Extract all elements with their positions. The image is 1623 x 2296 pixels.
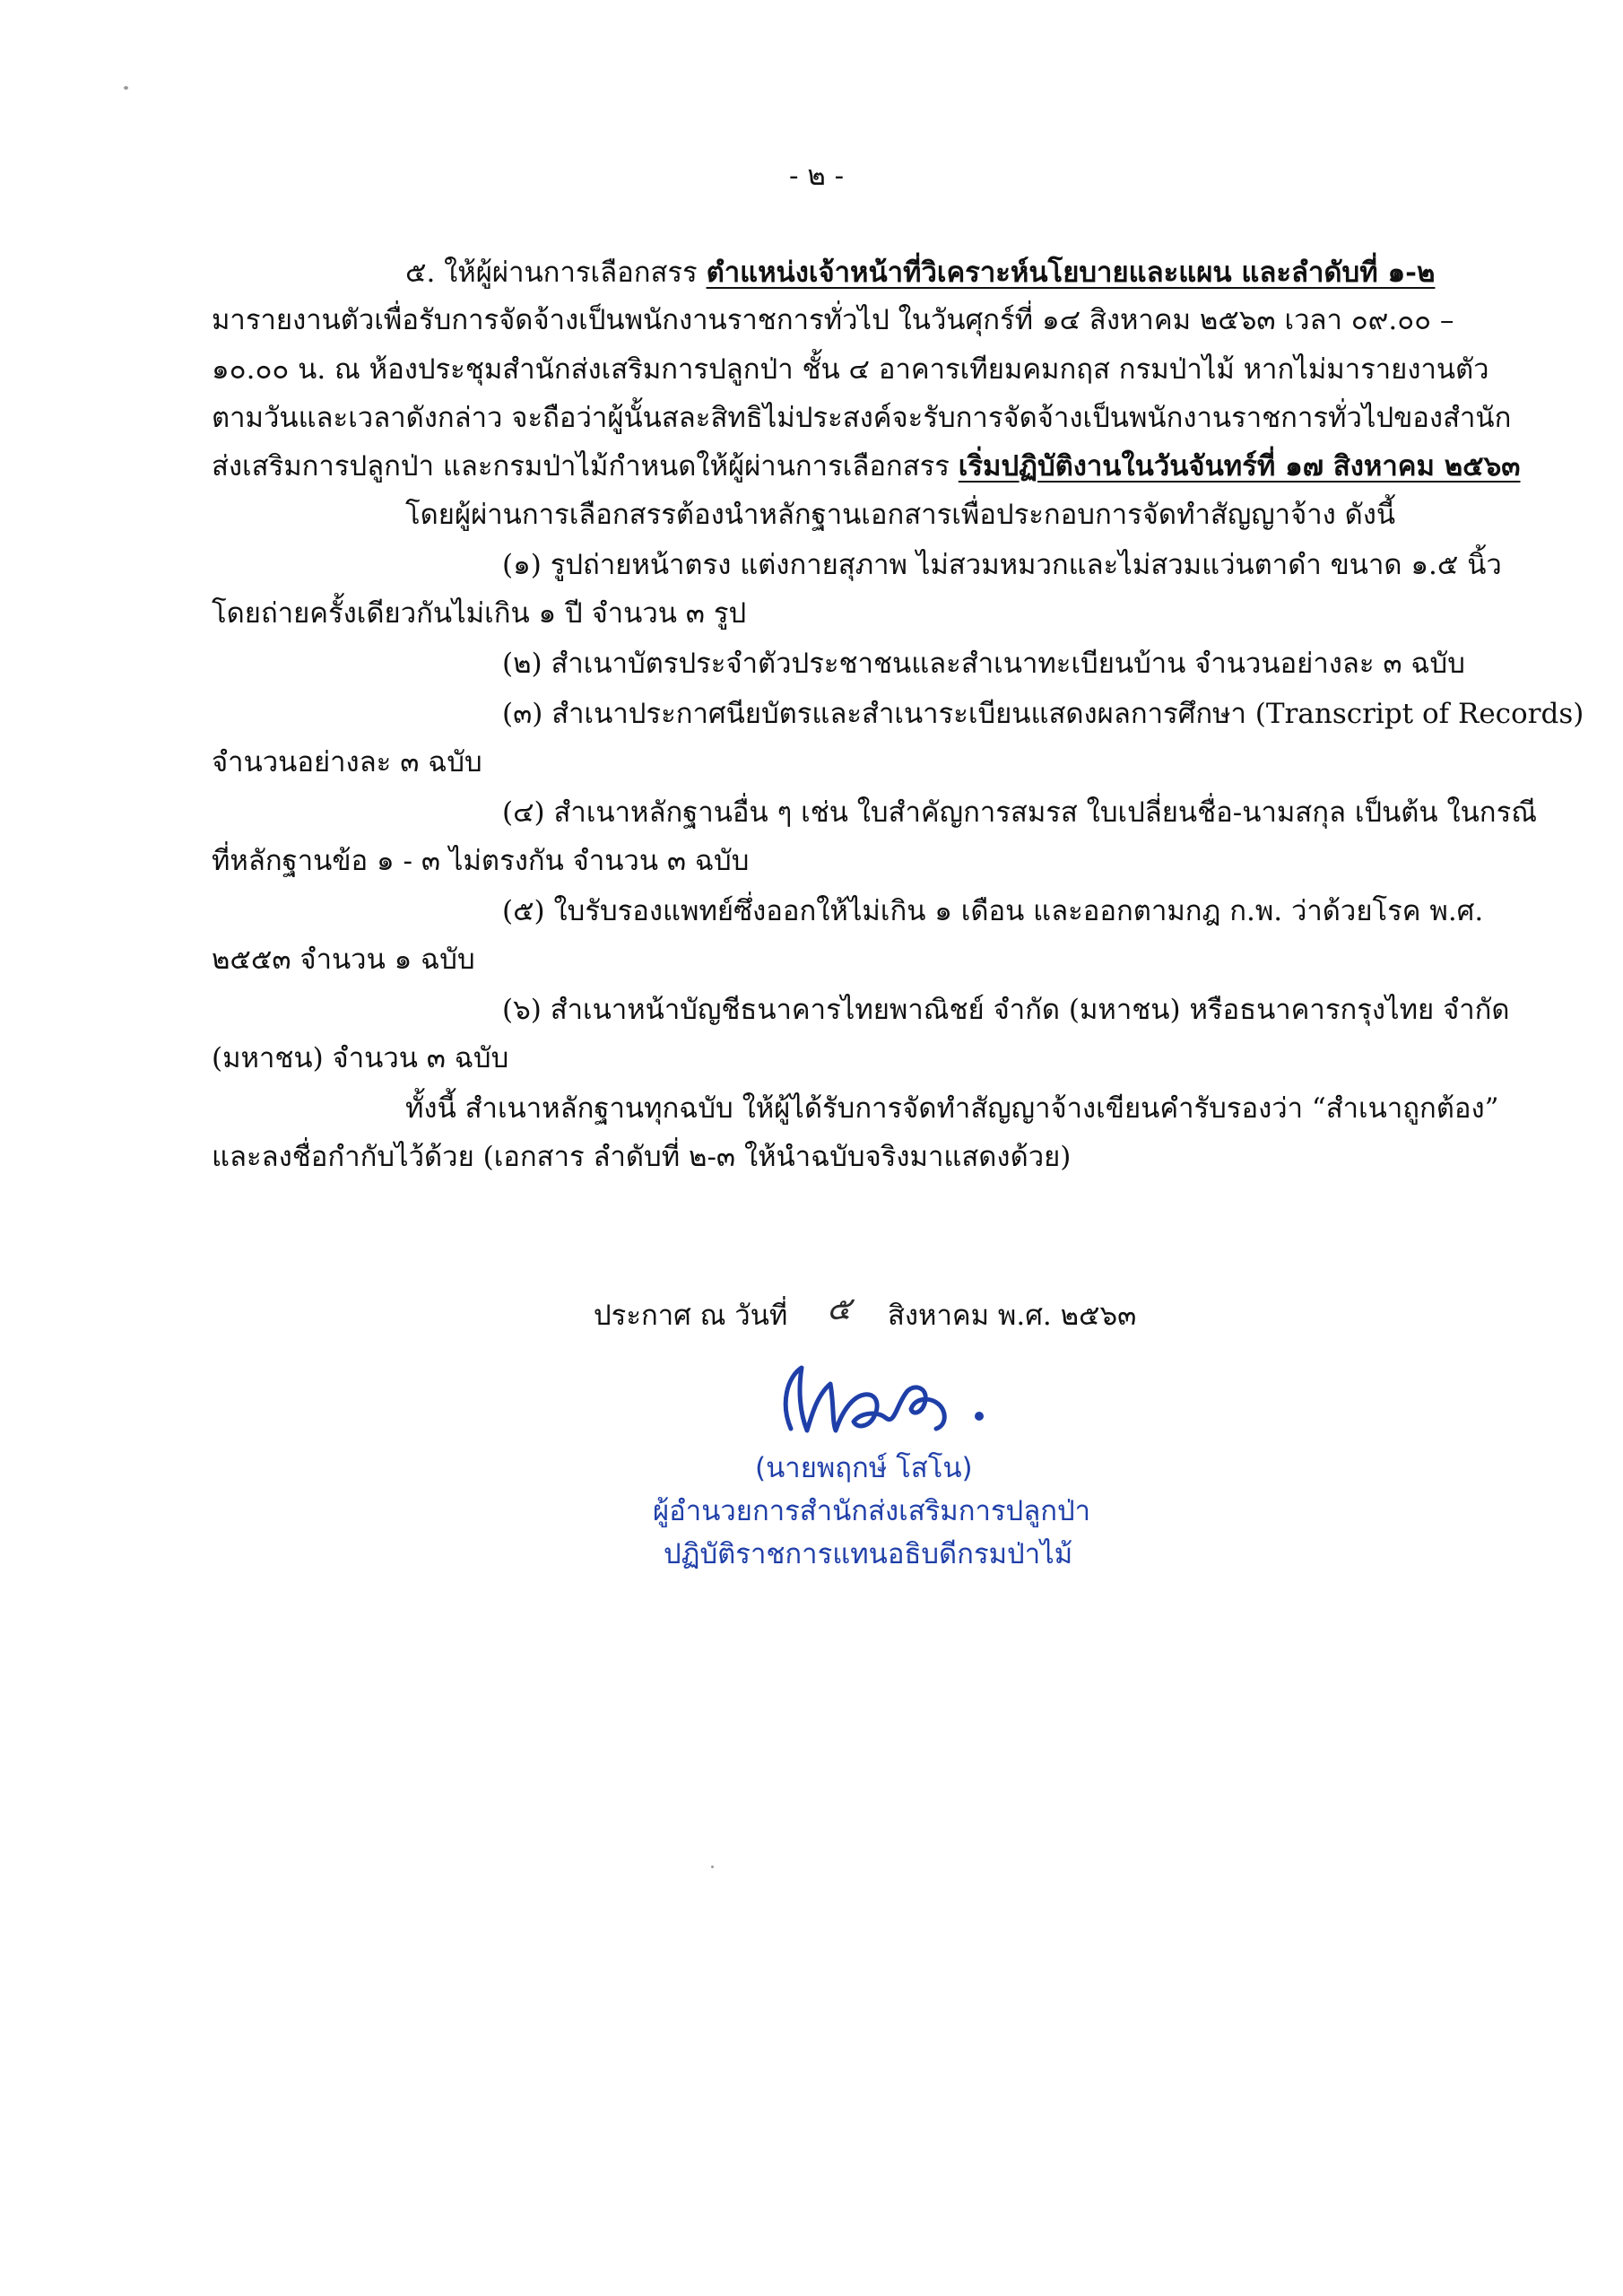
item-6-line2: (มหาชน) จำนวน ๓ ฉบับ xyxy=(212,1042,509,1074)
item-1-line2: โดยถ่ายครั้งเดียวกันไม่เกิน ๑ ปี จำนวน ๓ รูป xyxy=(212,597,747,630)
item-5-line1: (๕) ใบรับรองแพทย์ซึ่งออกให้ไม่เกิน ๑ เดือน และออกตามกฎ ก.พ. ว่าด้วยโรค พ.ศ. xyxy=(502,895,1484,927)
start-date-underlined: เริ่มปฏิบัติงานในวันจันทร์ที่ ๑๗ สิงหาคม ๒๕๖๓ xyxy=(958,450,1521,483)
page-number: - ๒ - xyxy=(789,160,845,192)
item-3-line1: (๓) สำเนาประกาศนียบัตรและสำเนาระเบียนแสดงผลการศึกษา (Transcript of Records) xyxy=(502,698,1584,730)
para5-line2: มารายงานตัวเพื่อรับการจัดจ้างเป็นพนักงานราชการทั่วไป ในวันศุกร์ที่ ๑๔ สิงหาคม ๒๕๖๓ เวลา ๐๙.๐๐ – xyxy=(212,304,1454,336)
handwritten-signature xyxy=(771,1341,1004,1457)
item-4-line1: (๔) สำเนาหลักฐานอื่น ๆ เช่น ใบสำคัญการสมรส ใบเปลี่ยนชื่อ-นามสกุล เป็นต้น ในกรณี xyxy=(502,796,1537,829)
announcement-prefix: ประกาศ ณ วันที่ xyxy=(594,1300,788,1332)
scan-speck xyxy=(124,86,128,90)
para5-line1: ๕. ให้ผู้ผ่านการเลือกสรร ตำแหน่งเจ้าหน้าที่วิเคราะห์นโยบายและแผน และลำดับที่ ๑-๒ xyxy=(405,257,1436,289)
item-4-line2: ที่หลักฐานข้อ ๑ - ๓ ไม่ตรงกัน จำนวน ๓ ฉบับ xyxy=(212,845,750,877)
para5-line5: ส่งเสริมการปลูกป่า และกรมป่าไม้กำหนดให้ผู้ผ่านการเลือกสรร เริ่มปฏิบัติงานในวันจันทร์ที่ ๑๗ สิงหาคม ๒๕๖๓ xyxy=(212,450,1521,483)
scan-speck xyxy=(711,1866,714,1868)
position-title-underlined: ตำแหน่งเจ้าหน้าที่วิเคราะห์นโยบายและแผน และลำดับที่ ๑-๒ xyxy=(706,257,1436,289)
item-3-line2: จำนวนอย่างละ ๓ ฉบับ xyxy=(212,746,482,778)
item-1-line1: (๑) รูปถ่ายหน้าตรง แต่งกายสุภาพ ไม่สวมหมวกและไม่สวมแว่นตาดำ ขนาด ๑.๕ นิ้ว xyxy=(502,549,1502,581)
item-5-line2: ๒๕๕๓ จำนวน ๑ ฉบับ xyxy=(212,944,475,976)
signatory-name: (นายพฤกษ์ โสโน) xyxy=(755,1452,973,1484)
announcement-day-handwritten: ๕ xyxy=(827,1291,852,1327)
para5-line4: ตามวันและเวลาดังกล่าว จะถือว่าผู้นั้นสละสิทธิไม่ประสงค์จะรับการจัดจ้างเป็นพนักงานราชการทั่วไปของสำนัก xyxy=(212,402,1512,434)
docs-intro: โดยผู้ผ่านการเลือกสรรต้องนำหลักฐานเอกสารเพื่อประกอบการจัดทำสัญญาจ้าง ดังนี้ xyxy=(405,499,1396,531)
item-6-line1: (๖) สำเนาหน้าบัญชีธนาคารไทยพาณิชย์ จำกัด (มหาชน) หรือธนาคารกรุงไทย จำกัด xyxy=(502,994,1510,1026)
signatory-acting-for: ปฏิบัติราชการแทนอธิบดีกรมป่าไม้ xyxy=(664,1538,1073,1570)
item-2: (๒) สำเนาบัตรประจำตัวประชาชนและสำเนาทะเบียนบ้าน จำนวนอย่างละ ๓ ฉบับ xyxy=(502,648,1465,680)
closing-line1: ทั้งนี้ สำเนาหลักฐานทุกฉบับ ให้ผู้ได้รับการจัดทำสัญญาจ้างเขียนคำรับรองว่า “สำเนาถูกต้อง” xyxy=(405,1092,1499,1125)
closing-line2: และลงชื่อกำกับไว้ด้วย (เอกสาร ลำดับที่ ๒-๓ ให้นำฉบับจริงมาแสดงด้วย) xyxy=(212,1141,1072,1173)
para5-line3: ๑๐.๐๐ น. ณ ห้องประชุมสำนักส่งเสริมการปลูกป่า ชั้น ๔ อาคารเทียมคมกฤส กรมป่าไม้ หากไม่มารายงานตัว xyxy=(212,353,1489,386)
announcement-month-year: สิงหาคม พ.ศ. ๒๕๖๓ xyxy=(888,1300,1137,1332)
signatory-position: ผู้อำนวยการสำนักส่งเสริมการปลูกป่า xyxy=(653,1495,1091,1527)
